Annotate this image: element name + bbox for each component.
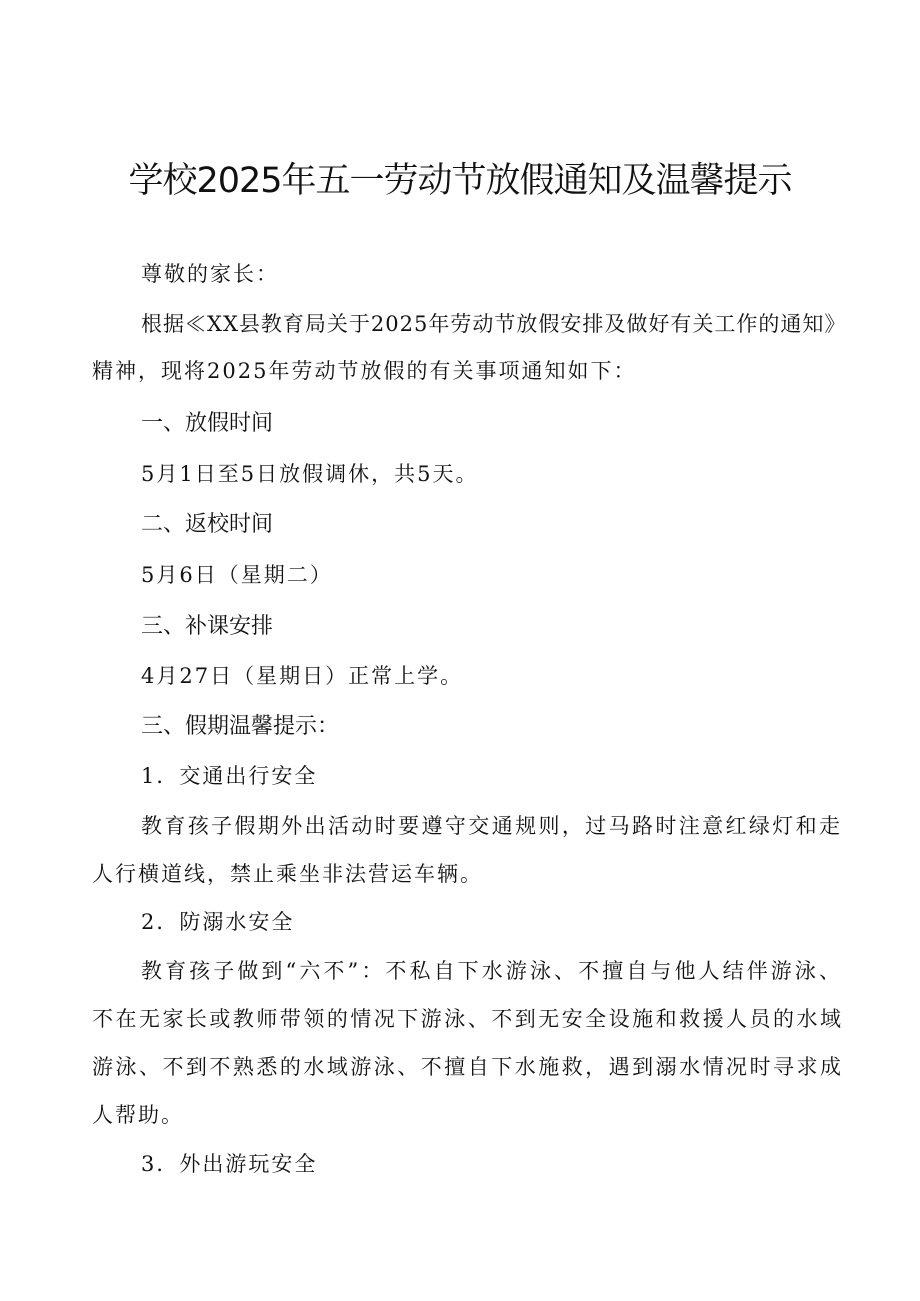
tip-title-drowning: 2．防溺水安全 — [141, 910, 295, 934]
salutation: 尊敬的家长： — [141, 262, 279, 286]
document-title: 学校2025年五一劳动节放假通知及温馨提示 — [128, 161, 792, 201]
section-body-return-time: 5月6日（星期二） — [141, 563, 333, 587]
intro-line-1: 根据≪XX县教育局关于2025年劳动节放假安排及做好有关工作的通知》 — [141, 312, 847, 336]
tip-traffic-line-2: 人行横道线，禁止乘坐非法营运车辆。 — [92, 862, 483, 886]
section-heading-holiday-tips: 三、假期温馨提示： — [141, 714, 340, 739]
tip-title-outing: 3．外出游玩安全 — [141, 1152, 318, 1176]
tip-drowning-line-3: 游泳、不到不熟悉的水域游泳、不擅自下水施救，遇到溺水情况时寻求成 — [92, 1055, 842, 1079]
section-body-makeup-class: 4月27日（星期日）正常上学。 — [141, 664, 464, 688]
tip-drowning-line-4: 人帮助。 — [92, 1103, 184, 1127]
tip-traffic-line-1: 教育孩子假期外出活动时要遵守交通规则，过马路时注意红绿灯和走 — [141, 814, 841, 838]
section-heading-vacation-time: 一、放假时间 — [141, 411, 274, 436]
tip-drowning-line-2: 不在无家长或教师带领的情况下游泳、不到无安全设施和救援人员的水域 — [92, 1007, 842, 1031]
section-body-vacation-time: 5月1日至5日放假调休，共5天。 — [141, 462, 479, 486]
intro-line-2: 精神，现将2025年劳动节放假的有关事项通知如下： — [92, 359, 637, 383]
tip-drowning-line-1: 教育孩子做到“六不”：不私自下水游泳、不擅自与他人结伴游泳、 — [141, 959, 841, 983]
tip-title-traffic: 1．交通出行安全 — [141, 764, 318, 788]
section-heading-makeup-class: 三、补课安排 — [141, 614, 274, 639]
section-heading-return-time: 二、返校时间 — [141, 512, 274, 537]
